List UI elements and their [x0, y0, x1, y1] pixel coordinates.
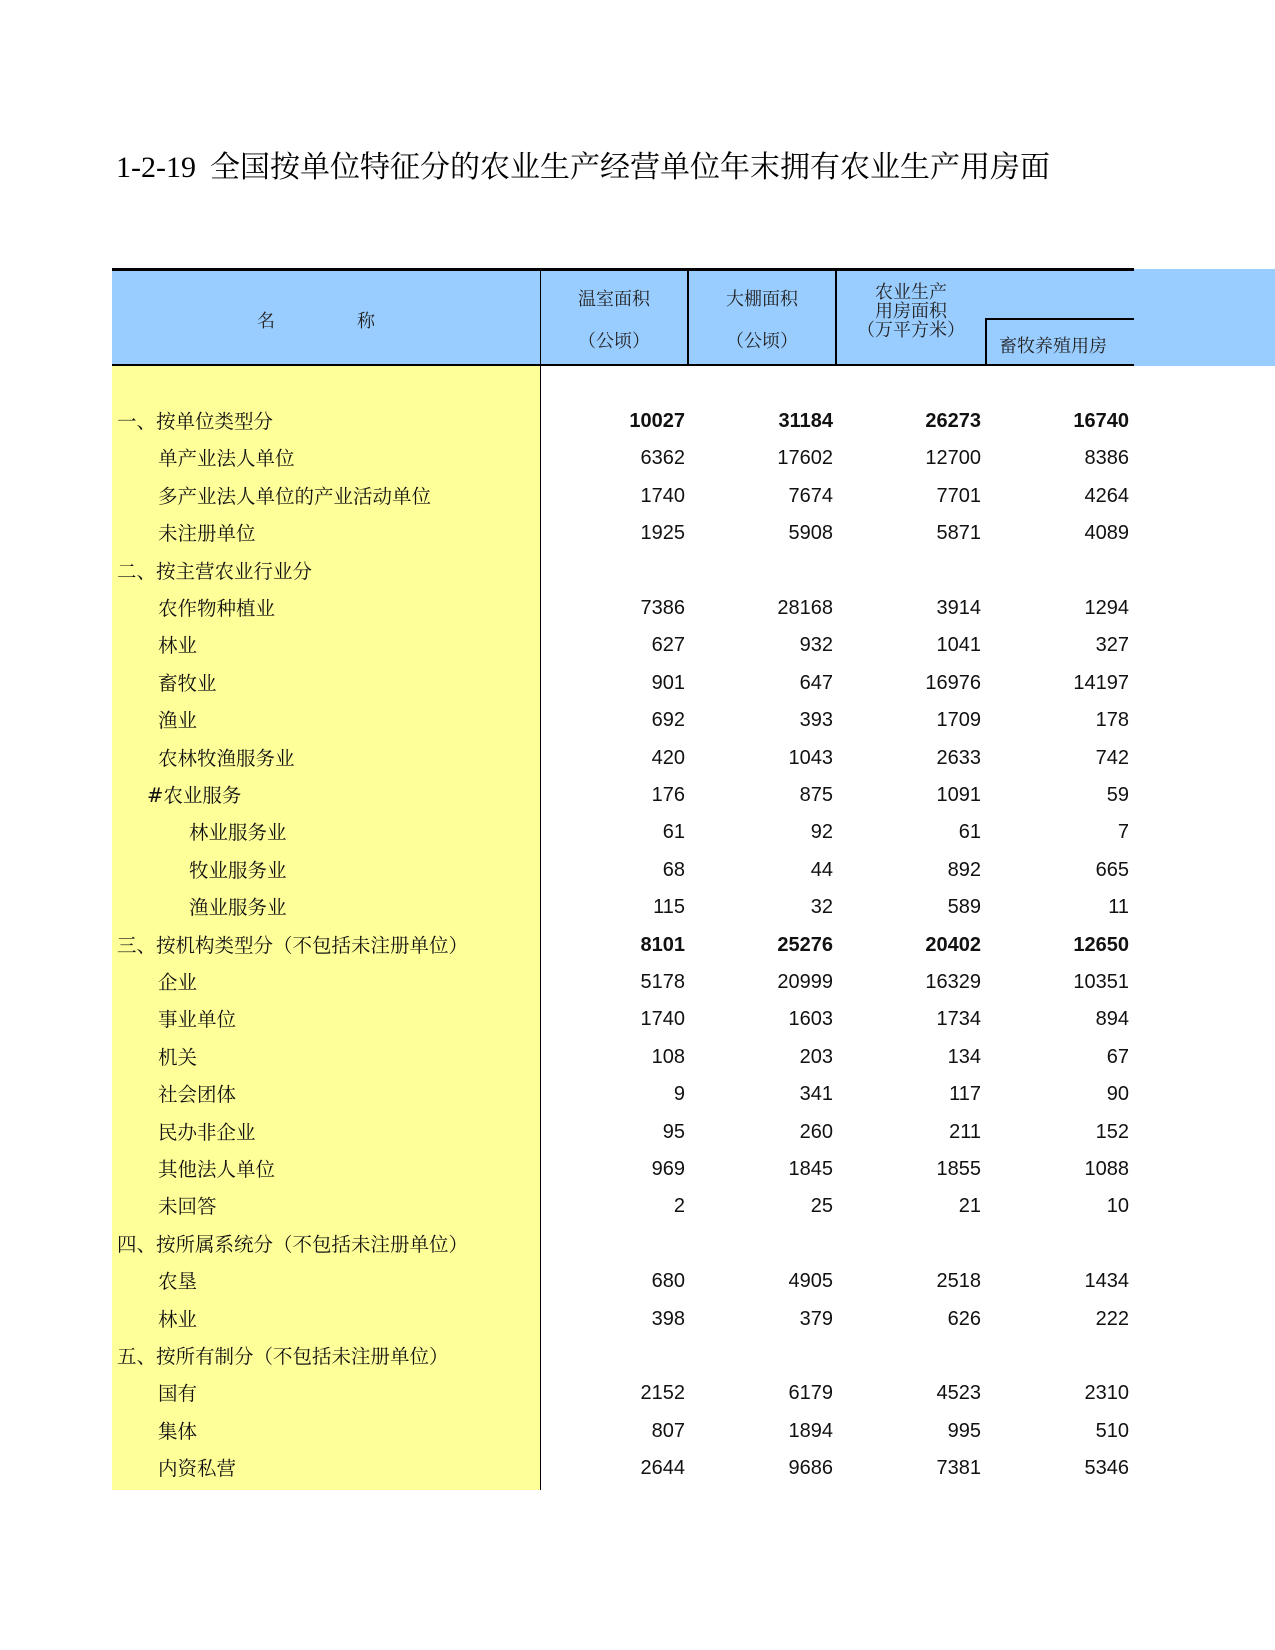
- header-band-extension: [1134, 269, 1275, 366]
- greenhouse-area-cell: 1925: [640, 522, 685, 545]
- shed-area-cell: 647: [799, 671, 833, 694]
- shed-area-cell: 875: [799, 784, 833, 806]
- row-label: 民办非企业: [158, 1120, 256, 1144]
- table-row: [0, 515, 1275, 552]
- livestock-building-cell: 5346: [1084, 1457, 1129, 1480]
- table-number: 1-2-19: [116, 151, 196, 184]
- greenhouse-area-cell: 692: [651, 709, 685, 732]
- row-label: 其他法人单位: [158, 1158, 276, 1181]
- header-livestock-building: [985, 318, 1134, 364]
- header-unit: （万平方米）: [857, 320, 965, 341]
- livestock-building-cell: 4264: [1084, 484, 1129, 507]
- shed-area-cell: 17602: [777, 447, 833, 470]
- table-row: [0, 777, 1275, 814]
- building-area-cell: 1041: [936, 634, 981, 657]
- header-label: 大棚面积: [726, 289, 798, 310]
- building-area-cell: 16976: [925, 671, 981, 694]
- building-area-cell: 1091: [936, 784, 981, 806]
- header-sub-label: 畜牧养殖用房: [999, 336, 1107, 357]
- row-label: 机关: [158, 1045, 198, 1069]
- greenhouse-area-cell: 398: [651, 1307, 685, 1330]
- greenhouse-area-cell: 176: [651, 784, 685, 806]
- row-label: 林业: [158, 1307, 198, 1331]
- shed-area-cell: 25: [810, 1195, 833, 1218]
- greenhouse-area-cell: 420: [651, 746, 685, 769]
- building-area-cell: 1855: [936, 1158, 981, 1180]
- greenhouse-area-cell: 2644: [640, 1457, 685, 1480]
- header-label-line2: 用房面积: [875, 301, 947, 322]
- table-section-row: [0, 927, 1275, 964]
- livestock-building-cell: 1294: [1084, 597, 1129, 619]
- livestock-building-cell: 2310: [1084, 1382, 1129, 1405]
- shed-area-cell: 260: [799, 1120, 833, 1143]
- row-label: 企业: [158, 971, 198, 994]
- building-area-cell: 892: [947, 858, 981, 881]
- row-label: 未注册单位: [158, 522, 256, 546]
- shed-area-cell: 31184: [778, 410, 833, 432]
- building-area-cell: 589: [947, 896, 981, 919]
- table-row: [0, 1413, 1275, 1450]
- shed-area-cell: 932: [799, 634, 833, 657]
- table-title: [116, 146, 1134, 190]
- greenhouse-area-cell: 95: [662, 1120, 685, 1143]
- shed-area-cell: 20999: [777, 971, 833, 993]
- table-row: [0, 665, 1275, 702]
- header-name-column: [112, 271, 541, 364]
- row-label: 渔业服务业: [189, 896, 287, 920]
- table-row: [0, 702, 1275, 739]
- shed-area-cell: 1894: [788, 1419, 833, 1442]
- building-area-cell: 2633: [936, 746, 981, 769]
- building-area-cell: 16329: [925, 971, 981, 993]
- building-area-cell: 117: [949, 1083, 981, 1106]
- row-label: 多产业法人单位的产业活动单位: [158, 484, 432, 508]
- building-area-cell: 7701: [936, 484, 981, 507]
- row-label: 五、按所有制分（不包括未注册单位）: [117, 1345, 449, 1368]
- row-label: 农垦: [158, 1270, 198, 1294]
- livestock-building-cell: 14197: [1073, 671, 1129, 694]
- shed-area-cell: 379: [799, 1307, 833, 1330]
- greenhouse-area-cell: 7386: [640, 597, 685, 619]
- building-area-cell: 134: [947, 1045, 981, 1068]
- shed-area-cell: 32: [810, 896, 833, 919]
- building-area-cell: 4523: [936, 1382, 981, 1405]
- row-label: 二、按主营农业行业分: [117, 559, 313, 583]
- livestock-building-cell: 10351: [1073, 971, 1129, 993]
- greenhouse-area-cell: 807: [651, 1419, 685, 1442]
- building-area-cell: 26273: [925, 410, 981, 432]
- greenhouse-area-cell: 680: [651, 1270, 685, 1293]
- table-header: [112, 268, 1134, 366]
- livestock-building-cell: 1434: [1084, 1270, 1129, 1293]
- shed-area-cell: 5908: [788, 522, 833, 545]
- greenhouse-area-cell: 1740: [640, 1008, 685, 1031]
- building-area-cell: 12700: [925, 447, 981, 470]
- table-section-row: [0, 553, 1275, 590]
- greenhouse-area-cell: 6362: [640, 447, 685, 470]
- header-label-line1: 农业生产: [875, 282, 947, 303]
- building-area-cell: 995: [947, 1419, 981, 1442]
- header-unit: （公顷）: [726, 331, 798, 352]
- shed-area-cell: 28168: [777, 597, 833, 619]
- greenhouse-area-cell: 2: [673, 1195, 685, 1218]
- greenhouse-area-cell: 8101: [640, 933, 685, 956]
- table-section-row: [0, 403, 1275, 440]
- table-row: [0, 964, 1275, 1001]
- greenhouse-area-cell: 1740: [640, 484, 685, 507]
- table-row: [0, 1039, 1275, 1076]
- greenhouse-area-cell: 901: [651, 671, 685, 694]
- row-label: #农业服务: [147, 784, 242, 807]
- table-row: [0, 814, 1275, 851]
- header-unit: （公顷）: [578, 331, 650, 352]
- table-row: [0, 478, 1275, 515]
- livestock-building-cell: 152: [1095, 1120, 1129, 1143]
- row-label: 渔业: [158, 709, 198, 733]
- table-row: [0, 1188, 1275, 1225]
- table-row: [0, 1263, 1275, 1300]
- livestock-building-cell: 742: [1095, 746, 1129, 769]
- shed-area-cell: 6179: [788, 1382, 833, 1405]
- shed-area-cell: 25276: [777, 933, 833, 956]
- header-greenhouse-area: [541, 271, 689, 364]
- shed-area-cell: 44: [810, 858, 833, 881]
- header-name-char-2: 称: [357, 311, 375, 332]
- shed-area-cell: 341: [799, 1083, 833, 1106]
- row-label: 事业单位: [158, 1008, 237, 1032]
- livestock-building-cell: 10: [1106, 1195, 1129, 1218]
- shed-area-cell: 1603: [788, 1008, 833, 1031]
- livestock-building-cell: 327: [1095, 634, 1129, 657]
- livestock-building-cell: 8386: [1084, 447, 1129, 470]
- greenhouse-area-cell: 108: [651, 1045, 685, 1068]
- table-row: [0, 1375, 1275, 1412]
- greenhouse-area-cell: 969: [651, 1158, 685, 1180]
- row-label: 集体: [158, 1419, 198, 1443]
- row-label: 四、按所属系统分（不包括未注册单位）: [117, 1232, 469, 1256]
- building-area-cell: 61: [958, 821, 981, 844]
- row-label: 林业服务业: [189, 821, 287, 845]
- table-row: [0, 1114, 1275, 1151]
- greenhouse-area-cell: 9: [673, 1083, 685, 1106]
- livestock-building-cell: 222: [1095, 1307, 1129, 1330]
- building-area-cell: 1709: [936, 709, 981, 732]
- shed-area-cell: 92: [810, 821, 833, 844]
- row-label: 国有: [158, 1382, 198, 1406]
- row-label: 社会团体: [158, 1083, 237, 1107]
- table-row: [0, 1001, 1275, 1038]
- table-row: [0, 740, 1275, 777]
- building-area-cell: 1734: [936, 1008, 981, 1031]
- header-shed-area: [689, 271, 837, 364]
- greenhouse-area-cell: 115: [653, 896, 685, 919]
- livestock-building-cell: 4089: [1084, 522, 1129, 545]
- building-area-cell: 2518: [936, 1270, 981, 1293]
- row-label: 未回答: [158, 1195, 217, 1219]
- row-label: 畜牧业: [158, 671, 217, 695]
- livestock-building-cell: 90: [1106, 1083, 1129, 1106]
- livestock-building-cell: 894: [1095, 1008, 1129, 1031]
- livestock-building-cell: 11: [1108, 896, 1129, 919]
- table-row: [0, 627, 1275, 664]
- table-section-row: [0, 1226, 1275, 1263]
- building-area-cell: 7381: [936, 1457, 981, 1480]
- greenhouse-area-cell: 5178: [640, 971, 685, 993]
- table-row: [0, 1076, 1275, 1113]
- livestock-building-cell: 59: [1106, 784, 1129, 806]
- table-row: [0, 590, 1275, 627]
- greenhouse-area-cell: 68: [662, 858, 685, 881]
- table-section-row: [0, 1338, 1275, 1375]
- livestock-building-cell: 7: [1117, 821, 1129, 844]
- row-label: 林业: [158, 634, 198, 658]
- table-row: [0, 852, 1275, 889]
- row-label: 内资私营: [158, 1457, 237, 1481]
- row-label: 农林牧渔服务业: [158, 746, 295, 770]
- shed-area-cell: 1043: [788, 746, 833, 769]
- table-row: [0, 1450, 1275, 1487]
- header-name-char-1: 名: [257, 311, 275, 332]
- greenhouse-area-cell: 627: [651, 634, 685, 657]
- livestock-building-cell: 510: [1095, 1419, 1129, 1442]
- table-row: [0, 1151, 1275, 1188]
- livestock-building-cell: 1088: [1084, 1158, 1129, 1180]
- livestock-building-cell: 16740: [1073, 410, 1129, 432]
- shed-area-cell: 203: [799, 1045, 833, 1068]
- row-label: 三、按机构类型分（不包括未注册单位）: [117, 933, 469, 957]
- table-row: [0, 1301, 1275, 1338]
- livestock-building-cell: 67: [1106, 1045, 1129, 1068]
- building-area-cell: 5871: [936, 522, 981, 545]
- table-row: [0, 440, 1275, 477]
- table-title-text: 全国按单位特征分的农业生产经营单位年末拥有农业生产用房面: [209, 151, 1050, 184]
- shed-area-cell: 4905: [788, 1270, 833, 1293]
- livestock-building-cell: 12650: [1073, 933, 1129, 956]
- building-area-cell: 21: [958, 1195, 981, 1218]
- livestock-building-cell: 178: [1095, 709, 1129, 732]
- header-label: 温室面积: [578, 289, 650, 310]
- building-area-cell: 20402: [925, 933, 981, 956]
- building-area-cell: 3914: [936, 597, 981, 619]
- shed-area-cell: 9686: [788, 1457, 833, 1480]
- shed-area-cell: 1845: [788, 1158, 833, 1180]
- greenhouse-area-cell: 2152: [640, 1382, 685, 1405]
- livestock-building-cell: 665: [1095, 858, 1129, 881]
- row-label: 单产业法人单位: [158, 447, 295, 471]
- shed-area-cell: 7674: [788, 484, 833, 507]
- greenhouse-area-cell: 61: [662, 821, 685, 844]
- table-row: [0, 889, 1275, 926]
- shed-area-cell: 393: [799, 709, 833, 732]
- greenhouse-area-cell: 10027: [629, 410, 685, 432]
- row-label: 农作物种植业: [158, 597, 276, 620]
- row-label: 牧业服务业: [189, 858, 287, 882]
- building-area-cell: 211: [949, 1120, 981, 1143]
- header-production-building-area: [837, 271, 985, 364]
- building-area-cell: 626: [947, 1307, 981, 1330]
- row-label: 一、按单位类型分: [117, 410, 274, 433]
